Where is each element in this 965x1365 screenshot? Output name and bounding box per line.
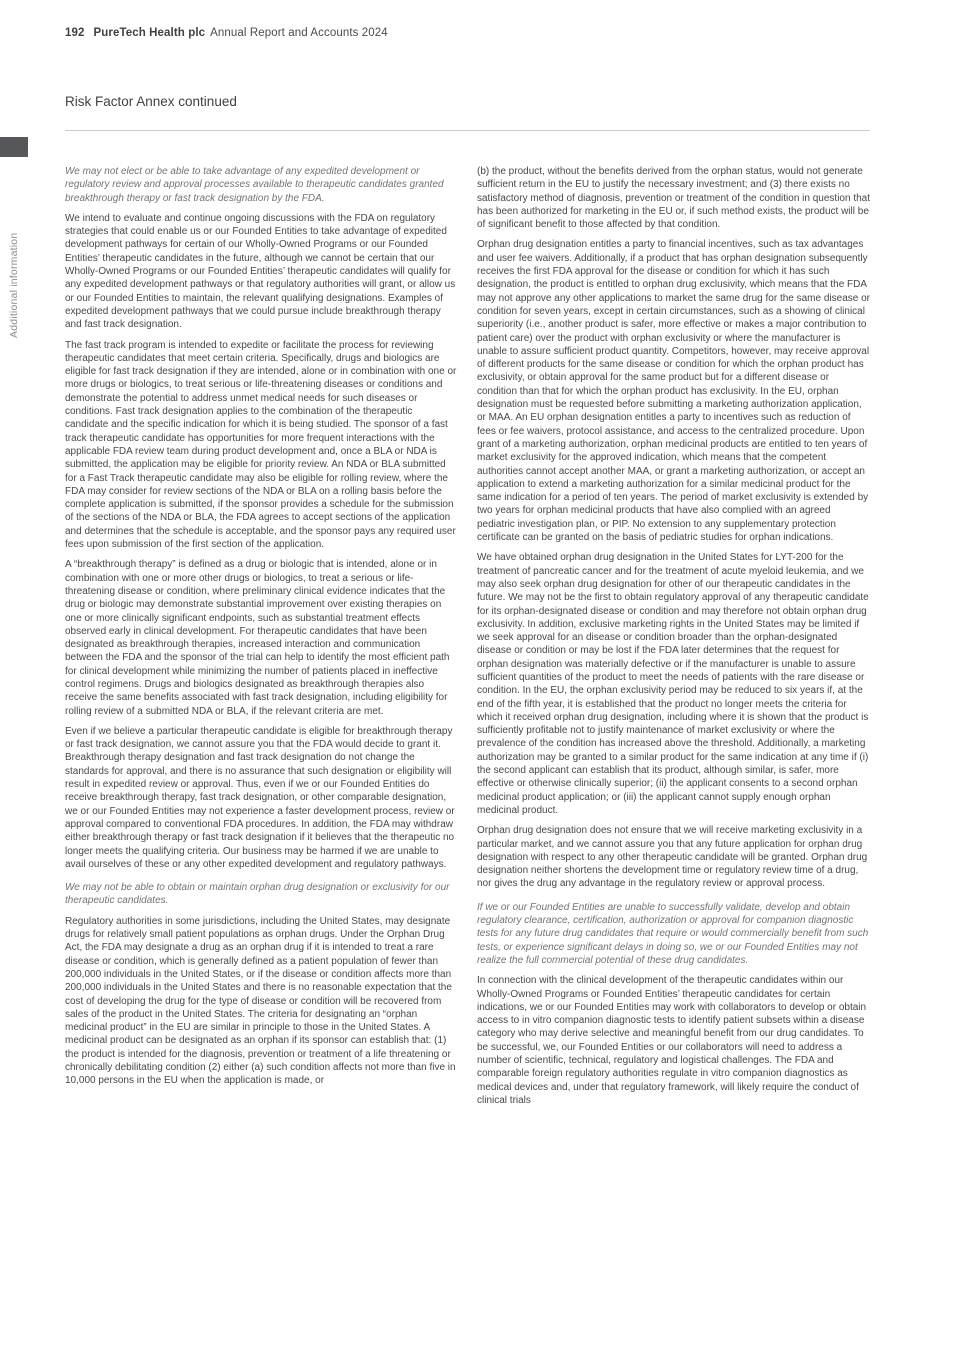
paragraph: A “breakthrough therapy” is defined as a drug or biologic that is intended, alone or in combination with one or more other drugs or biologics, to treat a serious or life-threatening disease or condition, where preliminary clinical evidence indicates that the drug or biologic may demonstrate substantial improvement over existing therapies on one or more clinically significant endpoints, such as substantial treatment effects observed early in clinical development. For therapeutic candidates that have been designated as breakthrough therapies, increased interaction and communication between the FDA and the sponsor of the trial can help to identify the most efficient path for clinical development while minimizing the number of patients placed in ineffective control regimens. Drugs and biologics designated as breakthrough therapies also receive the same benefits associated with fast track designation, including eligibility for rolling review of a submitted NDA or BLA, if the relevant criteria are met. xyxy=(65,559,450,717)
report-title: Annual Report and Accounts 2024 xyxy=(210,27,388,39)
page-number: 192 xyxy=(65,27,85,39)
paragraph: (b) the product, without the benefits derived from the orphan status, would not generate sufficient return in the EU to justify the necessary investment; and (3) there exists no satisfactory method of diagnosis, prevention or treatment of the condition in question that has been authorized for marketing in the EU or, if such method exists, the product will be of significant benefit to those affected by that condition. xyxy=(477,166,871,231)
paragraph: We intend to evaluate and continue ongoing discussions with the FDA on regulatory strategies that could enable us or our Founded Entities to take advantage of expedited development pathways for certain of our Wholly-Owned Programs or our Founded Entities’ therapeutic candidates in the future, although we cannot be certain that our Wholly-Owned Programs or our Founded Entities’ therapeutic candidates will qualify for any expedited development pathways or that regulatory authorities will grant, or allow us or our Founded Entities to maintain, the relevant qualifying designations. Examples of expedited development pathways that we could pursue include breakthrough therapy and fast track designation. xyxy=(65,212,456,331)
paragraph: Even if we believe a particular therapeutic candidate is eligible for breakthrough therapy or fast track designation, we cannot assure you that the FDA would decide to grant it. Breakthrough therapy designation and fast track designation do not change the standards for approval, and there is no assurance that such designation or eligibility will result in expedited review or approval. Thus, even if we or our Founded Entities do receive breakthrough therapy, fast track designation, or other comparable designation, we or our Founded Entities may not experience a faster development process, review or approval compared to conventional FDA procedures. In addition, the FDA may withdraw either breakthrough therapy or fast track designation if it believes that the therapeutic no longer meets the qualifying criteria. Our business may be harmed if we are unable to avail ourselves of these or any other expedited development and regulatory pathways. xyxy=(65,725,455,870)
header-divider xyxy=(65,130,870,131)
paragraph: Regulatory authorities in some jurisdictions, including the United States, may designate drugs for relatively small patient populations as orphan drugs. Under the Orphan Drug Act, the FDA may designate a drug as an orphan drug if it is intended to treat a rare disease or condition, which is generally defined as a patient population of fewer than 200,000 individuals in the United States, or if the disease or condition affects more than 200,000 individuals in the United States and there is no reasonable expectation that the cost of developing the drug for the type of disease or condition will be recovered from sales of the product in the United States. The criteria for designating an “orphan medicinal product” in the EU are similar in principle to those in the United States. A medicinal product can be designated as an orphan if its sponsor can establish that: (1) the product is intended for the diagnosis, prevention or treatment of a life threatening or chronically debilitating condition (2) either (a) such condition affects not more than five in 10,000 persons in the EU when the application is made, or xyxy=(65,915,456,1087)
sidebar-section-label: Additional information xyxy=(8,232,20,338)
company-name: PureTech Health plc xyxy=(93,27,206,39)
left-column xyxy=(65,165,458,1095)
risk-factor-heading: We may not elect or be able to take advantage of any expedited development or regulatory review and approval processes available to therapeutic candidates granted breakthrough therapy or fast track designation by the FDA. xyxy=(65,166,444,204)
risk-factor-heading: We may not be able to obtain or maintain orphan drug designation or exclusivity for our therapeutic candidates. xyxy=(65,882,450,907)
paragraph: We have obtained orphan drug designation in the United States for LYT-200 for the treatment of pancreatic cancer and for the treatment of acute myeloid leukemia, and we may also seek orphan drug designation for other of our therapeutic candidates in the future. We may not be the first to obtain regulatory approval of any therapeutic candidate for its orphan-designated disease or condition and may therefore not obtain orphan drug exclusivity. In addition, exclusive marketing rights in the United States may be limited if we seek approval for an disease or condition broader than the orphan-designated disease or condition or may be lost if the FDA later determines that the request for orphan designation was materially defective or if the manufacturer is unable to assure sufficient quantities of the product to meet the needs of patients with the rare disease or condition. In the EU, the orphan exclusivity period may be reduced to six years if, at the end of the fifth year, it is established that the product no longer meets the criteria for which it received orphan drug designation, including where it is shown that the product is sufficiently profitable not to justify maintenance of market exclusivity or where the prevalence of the condition has increased above the threshold. Additionally, a marketing authorization may be granted to a similar product for the same indication at any time if (i) the second applicant can establish that its product, although similar, is safer, more effective or otherwise clinically superior; (ii) the applicant consents to a second orphan medicinal product application; or (iii) the applicant cannot supply enough orphan medicinal product. xyxy=(477,552,869,816)
section-tab-marker xyxy=(0,137,28,157)
right-column xyxy=(477,165,870,1114)
paragraph: Orphan drug designation entitles a party to financial incentives, such as tax advantages and user fee waivers. Additionally, if a product that has orphan designation subsequently receives the first FDA approval for the disease or condition for which it has such designation, the product is entitled to orphan drug exclusivity, which means that the FDA may not approve any other applications to market the same drug for the same disease or condition for seven years, except in certain circumstances, such as a showing of clinical superiority (i.e., another product is safer, more effective or makes a major contribution to patient care) over the product with orphan exclusivity or where the manufacturer is unable to assure sufficient product quantity. Competitors, however, may receive approval of different products for the same disease or condition for which the orphan product has exclusivity, or obtain approval for the same product but for a different disease or condition than that for which the orphan product has exclusivity. In the EU, orphan designation must be requested before submitting a marketing authorization application, or MAA. An EU orphan designation entitles a party to incentives such as reduction of fees or fee waivers, protocol assistance, and access to the centralized procedure. Upon grant of a marketing authorization, orphan medicinal products are entitled to ten years of market exclusivity for the approved indication, which means that the competent authorities cannot accept another MAA, or grant a marketing authorization, or accept an application to extend a marketing authorization for a similar medicinal product for the same indication for a period of ten years. The period of market exclusivity is extended by two years for orphan medicinal products that have also complied with an agreed pediatric investigation plan, or PIP. No extension to any supplementary protection certificate can be granted on the basis of pediatric studies for orphan indications. xyxy=(477,239,870,544)
section-title: Risk Factor Annex continued xyxy=(65,94,237,109)
paragraph: Orphan drug designation does not ensure that we will receive marketing exclusivity in a particular market, and we cannot assure you that any future application for orphan drug designation with respect to any other therapeutic candidate will be granted. Orphan drug designation neither shortens the development time or regulatory review time of a drug, nor gives the drug any advantage in the regulatory review or approval process. xyxy=(477,825,868,890)
running-header xyxy=(65,27,388,39)
paragraph: In connection with the clinical development of the therapeutic candidates within our Wholly-Owned Programs or Founded Entities’ therapeutic candidates for certain indications, we or our Founded Entities may work with collaborators to develop or obtain access to in vitro companion diagnostic tests to identify patient subsets within a disease category who may derive selective and meaningful benefit from our drug candidates. To be successful, we, our Founded Entities or our collaborators will need to address a number of scientific, technical, regulatory and logistical challenges. The FDA and comparable foreign regulatory authorities regulate in vitro companion diagnostics as medical devices and, under that regulatory framework, will likely require the conduct of clinical trials xyxy=(477,975,867,1106)
paragraph: The fast track program is intended to expedite or facilitate the process for reviewing therapeutic candidates that meet certain criteria. Specifically, drugs and biologics are eligible for fast track designation if they are intended, alone or in combination with one or more drugs or biologics, to treat serious or life-threatening diseases or conditions and demonstrate the potential to address unmet medical needs for such diseases or conditions. Fast track designation applies to the combination of the therapeutic candidate and the specific indication for which it is being studied. The sponsor of a fast track therapeutic candidate has opportunities for more frequent interactions with the applicable FDA review team during product development and, once a BLA or NDA is submitted, the application may be eligible for priority review. An NDA or BLA submitted for a Fast Track therapeutic candidate may also be eligible for rolling review, where the FDA may consider for review sections of the NDA or BLA on a rolling basis before the complete application is submitted, if the sponsor provides a schedule for the submission of the sections of the NDA or BLA, the FDA agrees to accept sections of the application and determines that the schedule is acceptable, and the sponsor pays any required user fees upon submission of the first section of the application. xyxy=(65,339,457,551)
risk-factor-heading: If we or our Founded Entities are unable to successfully validate, develop and obtain regulatory clearance, certification, authorization or approval for companion diagnostic tests for any future drug candidates that require or would commercially benefit from such tests, or experience significant delays in doing so, we or our Founded Entities may not realize the full commercial potential of these drug candidates. xyxy=(477,901,869,966)
